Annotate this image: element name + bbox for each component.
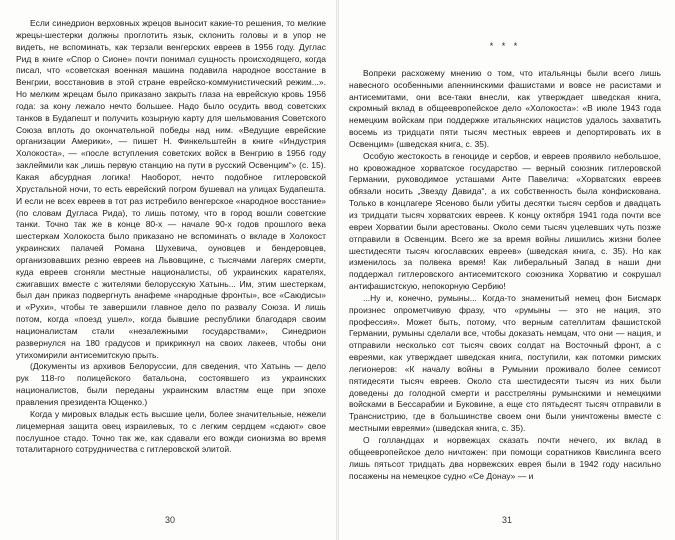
- right-page-number: 31: [502, 515, 513, 525]
- book-gutter: [336, 0, 339, 540]
- right-page: [349, 18, 661, 482]
- left-paragraph-1: Если синедрион верховных жрецов выносит какие-то решения, то мелкие жрецы-шестерки должны проглотить язык, склонить головы и в упор не видеть, не вспоминать, как терзали венгерских евреев в 1956 году. Дуглас Рид в книге «Спор о Сионе» почти понимал сущность происходящего, когда писал, что «советская военная машина подавила народное восстание в Венгрии, восстановив в этой стране еврейско-коммунистический режим...». Но мелким жрецам было приказано закрыть глаза на еврейскую кровь 1956 года: за кону лежало нечто большее. Надо было осудить ввод советских танков в Будапешт и получить козырную карту для шельмования Советского Союза вплоть до окончательной победы над ним. «Ведущие еврейские организации Америки», — пишет Н. Финкельштейн в книге «Индустрия Холокоста», — «после вступления советских войск в Венгрию в 1956 году заклеймили как „лишь первую станцию на пути в русский Освенцим“» (с. 15). Какая абсурдная логика! Наоборот, нечто подобное гитлеровской Хрустальной ночи, то есть еврейский погром бушевал на улицах Будапешта. И если не всех евреев в тот раз истребило венгерское «народное восстание» (по словам Дугласа Рида), то лишь потому, что в город вошли советские танки. Точно так же в конце 80-х — начале 90-х годов прошлого века шестеркам Холокоста было приказано не вспоминать о вкладе в Холокост украинских палачей Романа Шухевича, оуновцев и бендеровцев, организовавших резню евреев на Львовщине, с тысячами лагерях смерти, куда евреев сгоняли местные националисты, об украинских карателях, сжигавших вместе с жителями белорусскую Хатынь... Им, этим шестеркам, был дан приказ подвергнуть анафеме «народные фронты», все «Саюдисы» и «Рухи», чтобы те завершили главное дело по развалу Союза. И лишь потом, когда «поезд ушел», когда бывшие республики благодаря своим националистам стали «незалежными государствами», Синедрион развернулся на 180 градусов и прикрикнул на своих лакеев, чтобы они утихомирили антисемитскую прыть.: [16, 18, 326, 360]
- section-separator: * * *: [489, 41, 521, 51]
- left-paragraph-3: Когда у мировых владык есть высшие цели, более значительные, нежели лицемерная защита овец израилевых, то с легким сердцем «сдают» свое послушное стадо. Точно так же, как сдавали его вожди сионизма во время тоталитарного сотрудничества с гитлеровской элитой.: [16, 408, 326, 455]
- left-page: [16, 18, 326, 456]
- right-paragraph-2: Особую жестокость в геноциде и сербов, и евреев проявило небольшое, но кровожадное хорватское государство — верный союзник гитлеровской Германии, руководимое усташами Анте Павелича: «Хорватских евреев обязали носить „Звезду Давида“, а их собственность была конфискована. Только в концлагере Ясеново были убиты десятки тысяч сербов и двадцать из тридцати тысяч хорватских евреев. К концу октября 1941 года почти все евреи Хорватии были арестованы. Около семи тысяч уцелевших чуть позже отправили в Освенцим. Всего же за время войны лишились жизни более шестидесяти тысяч югославских евреев» (шведская книга, с. 35). Но как изменилось за полвека время! Как либеральный Запад в наши дни поддержал гитлеровского антисемитского союзника Хорватию и сокрушал антифашистскую, непокорную Сербию!: [349, 150, 661, 292]
- right-paragraph-3: ...Ну и, конечно, румыны... Когда-то знаменитый немец фон Бисмарк произнес опрометчивую фразу, что «румыны — это не нация, это профессия». Может быть, потому, что верным сателлитам фашистской Германии, румыны сделали все, чтобы доказать немцам, что они — нация, и отправили несколько сот тысяч своих солдат на Восточный фронт, а с евреями, как утверждает шведская книга, поступили, как потомки римских легионеров: «К началу войны в Румынии проживало более семисот пятидесяти тысяч евреев. Около ста шестидесяти тысяч из них были доведены до голодной смерти и расстреляны румынскими и немецкими войсками в Бессарабии и Буковине, а еще сто пятьдесят тысяч отправили в Транснистрию, где в большинстве своем они были уничтожены вместе с местными евреями» (шведская книга, с. 35).: [349, 292, 661, 434]
- left-paragraph-2: (Документы из архивов Белоруссии, для сведения, что Хатынь — дело рук 118-го полицейского батальона, состоявшего из украинских националистов, были переданы украинским властям еще при эпохе правления президента Ющенко.): [16, 361, 326, 407]
- right-paragraph-1: Вопреки расхожему мнению о том, что итальянцы были всего лишь навесного особенными апеннинскими фашистами и вовсе не расистами и антисемитами, они все-таки внесли, как утверждает шведская книга, скромный вклад в общеевропейское дело «Холокоста»: «В июле 1943 года немецким войскам при поддержке итальянских нацистов удалось захватить восемь из тридцати пяти тысяч местных евреев и депортировать их в Освенцим» (шведская книга, с. 35).: [349, 67, 661, 149]
- left-page-number: 30: [165, 515, 176, 525]
- right-paragraph-4: О голландцах и норвежцах сказать почти нечего, их вклад в общеевропейское дело ничтожен: при помощи соратников Квислинга всего лишь пятьсот тридцать два норвежских еврея были в 1942 году насильно посажены на немецкое судно «Се Донау» — и: [349, 435, 661, 481]
